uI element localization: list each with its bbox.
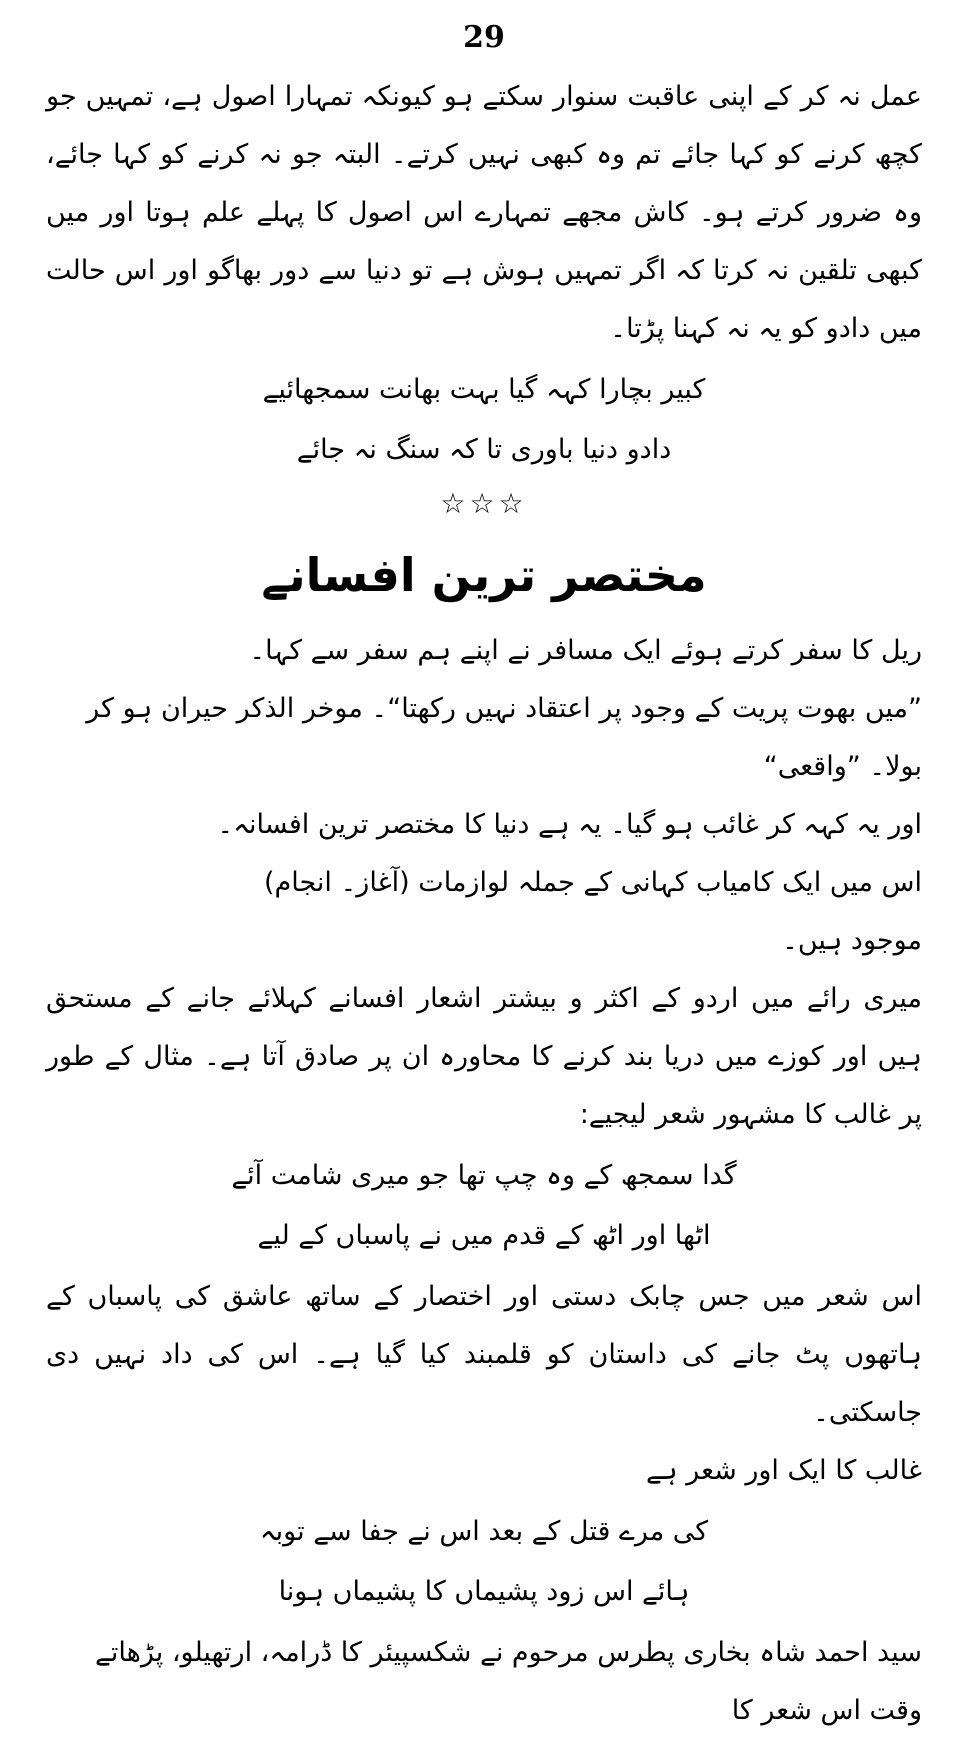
story-line: اس میں ایک کامیاب کہانی کے جملہ لوازمات (آغاز۔ انجام) (263, 867, 922, 898)
another-verse-intro: غالب کا ایک اور شعر ہے (645, 1455, 922, 1486)
couplet-line: گدا سمجھ کے وہ چپ تھا جو میری شامت آئے (231, 1160, 737, 1191)
couplet-ghalib-2 (46, 1504, 922, 1620)
intro-paragraph: عمل نہ کر کے اپنی عاقبت سنوار سکتے ہو کیونکہ تمہارا اصول ہے، تمہیں جو کچھ کرنے کو کہا جائے تم وہ کبھی نہیں کرتے۔ البتہ جو نہ کرنے کو کہا جائے، وہ ضرور کرتے ہو۔ کاش مجھے تمہارے اس اصول کا پہلے علم ہوتا اور میں کبھی تلقین نہ کرتا کہ اگر تمہیں ہوش ہے تو دنیا سے دور بھاگو اور اس حالت میں دادو کو یہ نہ کہنا پڑتا۔ (46, 81, 922, 344)
section-heading: مختصر ترین افسانے (261, 548, 707, 602)
closing-line: سید احمد شاہ بخاری پطرس مرحوم نے شکسپیئر کا ڈرامہ، ارتھیلو، پڑھاتے وقت اس شعر کا (95, 1637, 922, 1726)
couplet-line: کبیر بچارا کہہ گیا بہت بھانت سمجھائیے (262, 374, 706, 405)
page-number: 29 (463, 20, 505, 55)
story-line: ”میں بھوت پریت کے وجود پر اعتقاد نہیں رکھتا“۔ موخر الذکر حیران ہو کر بولا۔ ”واقعی“ (86, 693, 922, 782)
opinion-paragraph: میری رائے میں اردو کے اکثر و بیشتر اشعار افسانے کہلائے جانے کے مستحق ہیں اور کوزے میں دریا بند کرنے کا محاورہ ان پر صادق آتا ہے۔ مثال کے طور پر غالب کا مشہور شعر لیجیے: (46, 983, 922, 1130)
story-line: ریل کا سفر کرتے ہوئے ایک مسافر نے اپنے ہم سفر سے کہا۔ (249, 635, 922, 666)
couplet-kabir (46, 362, 922, 478)
section-separator-stars: ☆☆☆ (440, 487, 528, 520)
couplet-line: دادو دنیا باوری تا کہ سنگ نہ جائے (296, 434, 672, 465)
couplet-line: کی مرے قتل کے بعد اس نے جفا سے توبہ (259, 1516, 709, 1547)
analysis-paragraph: اس شعر میں جس چابک دستی اور اختصار کے ساتھ عاشق کی پاسباں کے ہاتھوں پٹ جانے کی داستان کو قلمبند کیا گیا ہے۔ اس کی داد نہیں دی جاسکتی۔ (46, 1281, 922, 1428)
story-line: اور یہ کہہ کر غائب ہو گیا۔ یہ ہے دنیا کا مختصر ترین افسانہ۔ (217, 809, 922, 840)
couplet-line: اٹھا اور اٹھ کے قدم میں نے پاسباں کے لیے (257, 1220, 711, 1251)
couplet-line: ہائے اس زود پشیماں کا پشیماں ہونا (278, 1576, 690, 1607)
couplet-ghalib-1 (46, 1148, 922, 1264)
story-line: موجود ہیں۔ (782, 925, 922, 956)
story-block (46, 622, 922, 970)
